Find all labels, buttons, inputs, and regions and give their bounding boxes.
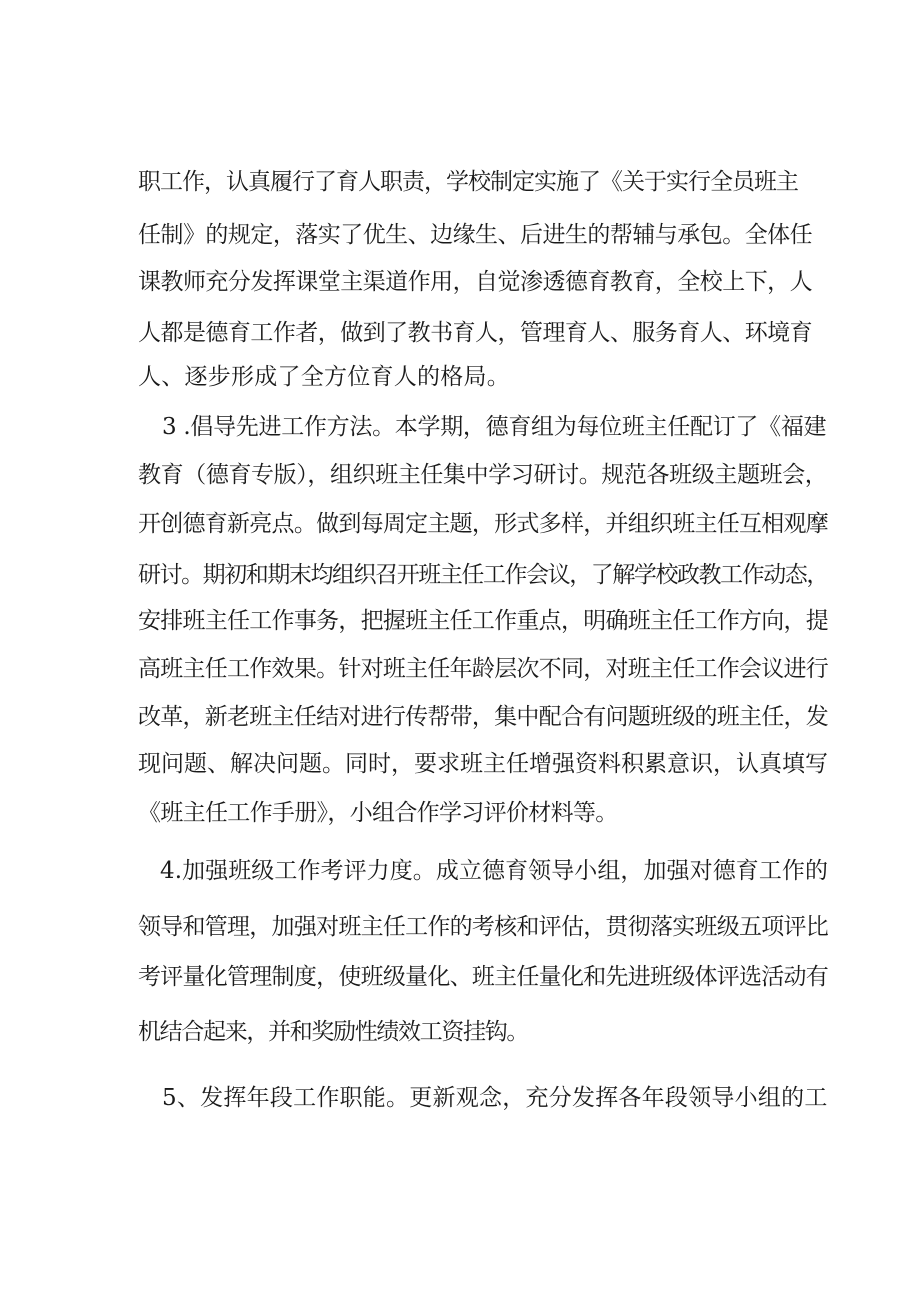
text-line: 4.加强班级工作考评力度。成立德育领导小组，加强对德育工作的 [160, 858, 829, 884]
text-line: 研讨。期初和期末均组织召开班主任工作会议，了解学校政教工作动态， [138, 562, 828, 588]
text-line: 高班主任工作效果。针对班主任年龄层次不同，对班主任工作会议进行 [138, 656, 829, 682]
text-line: 人都是德育工作者，做到了教书育人，管理育人、服务育人、环境育 [138, 320, 813, 346]
text-line: 3 .倡导先进工作方法。本学期，德育组为每位班主任配订了《福建 [162, 414, 827, 440]
text-line: 考评量化管理制度，使班级量化、班主任量化和先进班级体评选活动有 [138, 964, 829, 990]
text-line: 改革，新老班主任结对进行传帮带，集中配合有问题班级的班主任，发 [138, 704, 829, 730]
text-line: 职工作，认真履行了育人职责，学校制定实施了《关于实行全员班主 [138, 169, 798, 195]
text-line: 课教师充分发挥课堂主渠道作用，自觉渗透德育教育，全校上下，人 [138, 269, 813, 295]
text-line: 机结合起来，并和奖励性绩效工资挂钩。 [138, 1019, 529, 1045]
text-line: 安排班主任工作事务，把握班主任工作重点，明确班主任工作方向，提 [138, 608, 829, 634]
text-line: 领导和管理，加强对班主任工作的考核和评估，贯彻落实班级五项评比 [138, 914, 829, 940]
text-line: 教育（德育专版），组织班主任集中学习研讨。规范各班级主题班会， [138, 462, 828, 488]
text-line: 《班主任工作手册》，小组合作学习评价材料等。 [138, 800, 618, 826]
text-line: 任制》的规定，落实了优生、边缘生、后进生的帮辅与承包。全体任 [138, 222, 813, 248]
text-line: 5、发挥年段工作职能。更新观念，充分发挥各年段领导小组的工 [162, 1085, 828, 1111]
text-line: 现问题、解决问题。同时，要求班主任增强资料积累意识，认真填写 [138, 751, 828, 777]
text-line: 开创德育新亮点。做到每周定主题，形式多样，并组织班主任互相观摩 [138, 511, 829, 537]
text-line: 人、逐步形成了全方位育人的格局。 [138, 364, 510, 390]
